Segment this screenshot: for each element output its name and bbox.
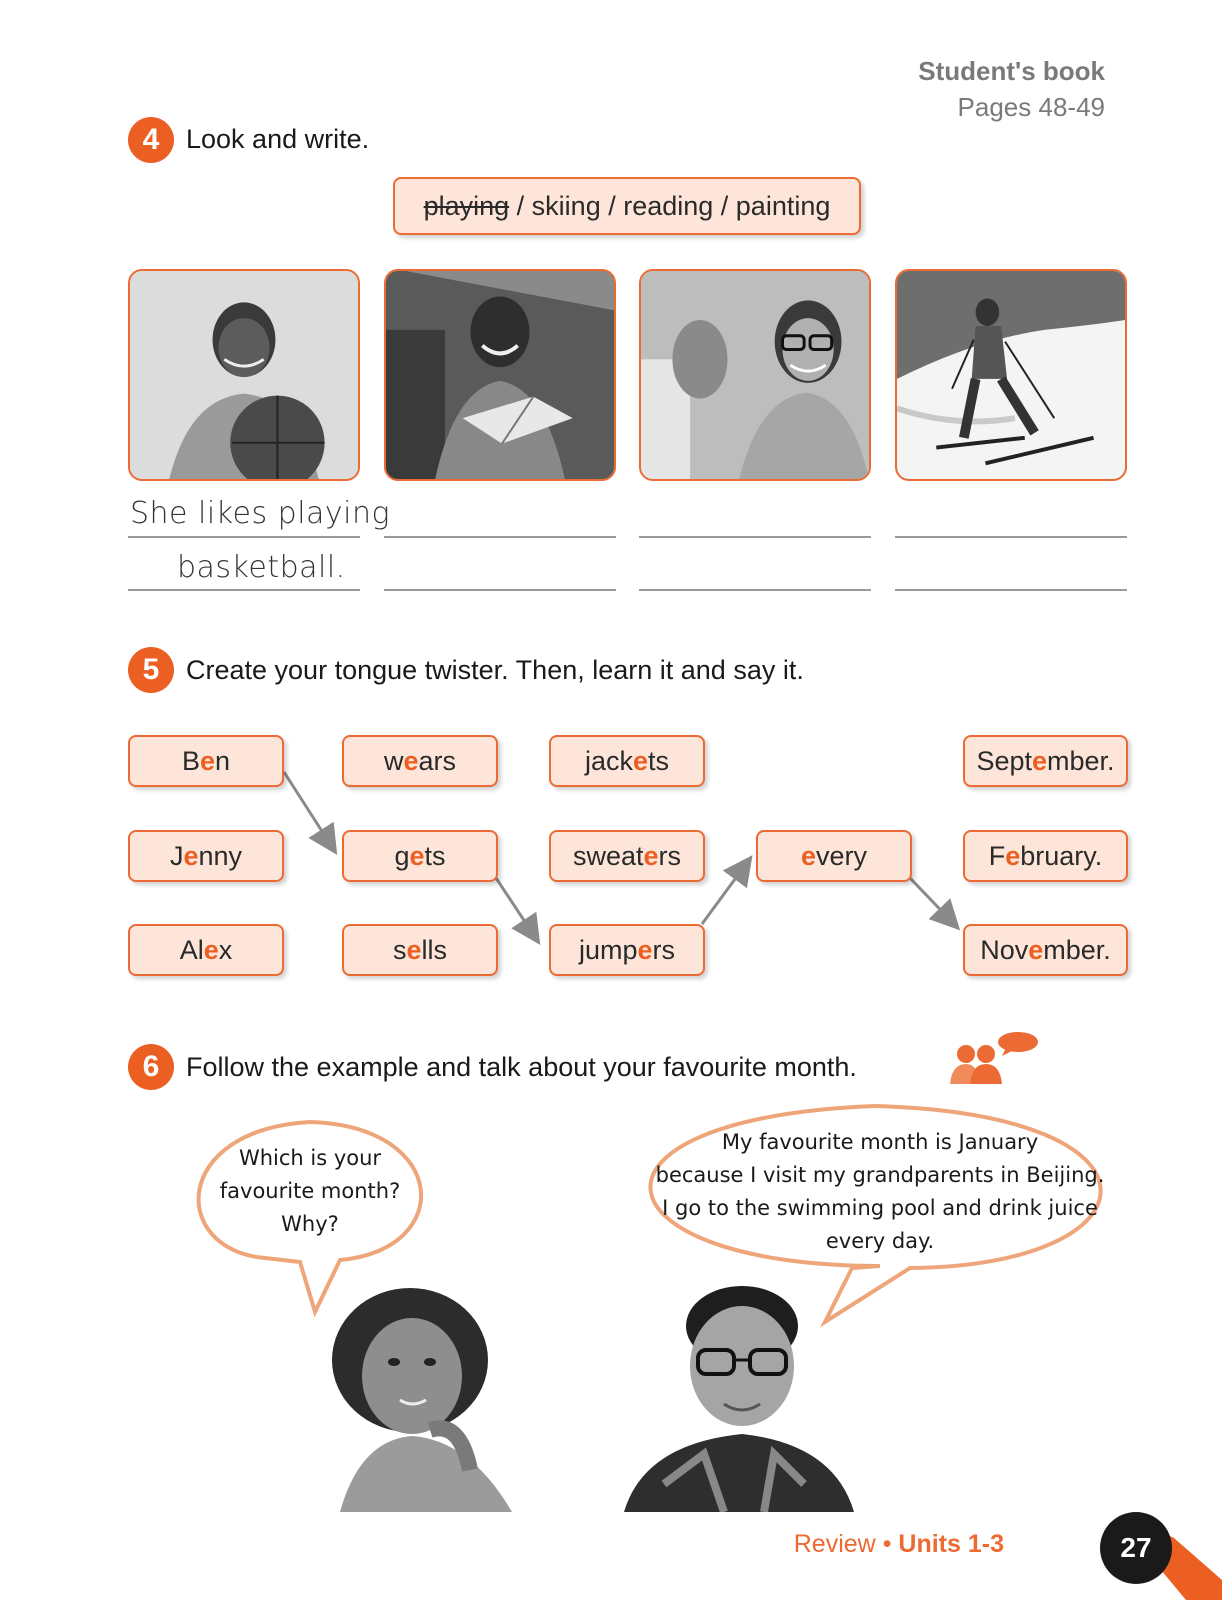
example-answer-line-1: She likes playing [130, 496, 391, 531]
word-ben: B e n [128, 735, 284, 787]
word-february: F e bruary. [963, 830, 1128, 882]
arrow-jumpers-to-every [702, 860, 749, 924]
exercise-6-title: Follow the example and talk about your favourite month. [186, 1052, 857, 1082]
word-november: Nov e mber. [963, 924, 1128, 976]
word-jumpers: jump e rs [549, 924, 705, 976]
page-reference: Pages 48-49 [957, 92, 1105, 122]
footer-review-label: Review • Units 1-3 [793, 1530, 1004, 1558]
arrow-every-to-november [910, 878, 956, 926]
example-answer-line-2: basketball. [177, 550, 346, 585]
speech-bubble-left-text: Which is your favourite month? Why? [219, 1146, 401, 1236]
word-bank-words: / skiing / reading / painting [509, 190, 831, 221]
word-jackets: jack e ts [549, 735, 705, 787]
word-wears: w e ars [342, 735, 498, 787]
word-every: e very [756, 830, 912, 882]
word-alex: Al e x [128, 924, 284, 976]
exercise-5-title: Create your tongue twister. Then, learn it and say it. [186, 655, 804, 685]
page-number: 27 [1100, 1512, 1172, 1584]
word-bank-struck-word: playing [423, 190, 510, 221]
exercise-6-number: 6 [128, 1044, 174, 1090]
arrow-ben-to-gets [284, 772, 334, 850]
arrow-gets-to-jumpers [496, 878, 537, 940]
photo-boy-glasses [624, 1284, 854, 1512]
pair-talk-icon [948, 1030, 1040, 1086]
word-september: Sept e mber. [963, 735, 1128, 787]
exercise-4-title: Look and write. [186, 124, 370, 154]
word-gets: g e ts [342, 830, 498, 882]
book-label: Student's book [918, 56, 1105, 86]
photo-girl-thinking [300, 1280, 530, 1512]
exercise-5-number: 5 [128, 647, 174, 693]
word-sweaters: sweat e rs [549, 830, 705, 882]
word-jenny: J e nny [128, 830, 284, 882]
exercise-4-number: 4 [128, 117, 174, 163]
word-sells: s e lls [342, 924, 498, 976]
speech-bubble-right-text: My favourite month is January because I visit my grandparents in Beijing. I go to the swimming pool and drink juice every day. [655, 1130, 1105, 1253]
